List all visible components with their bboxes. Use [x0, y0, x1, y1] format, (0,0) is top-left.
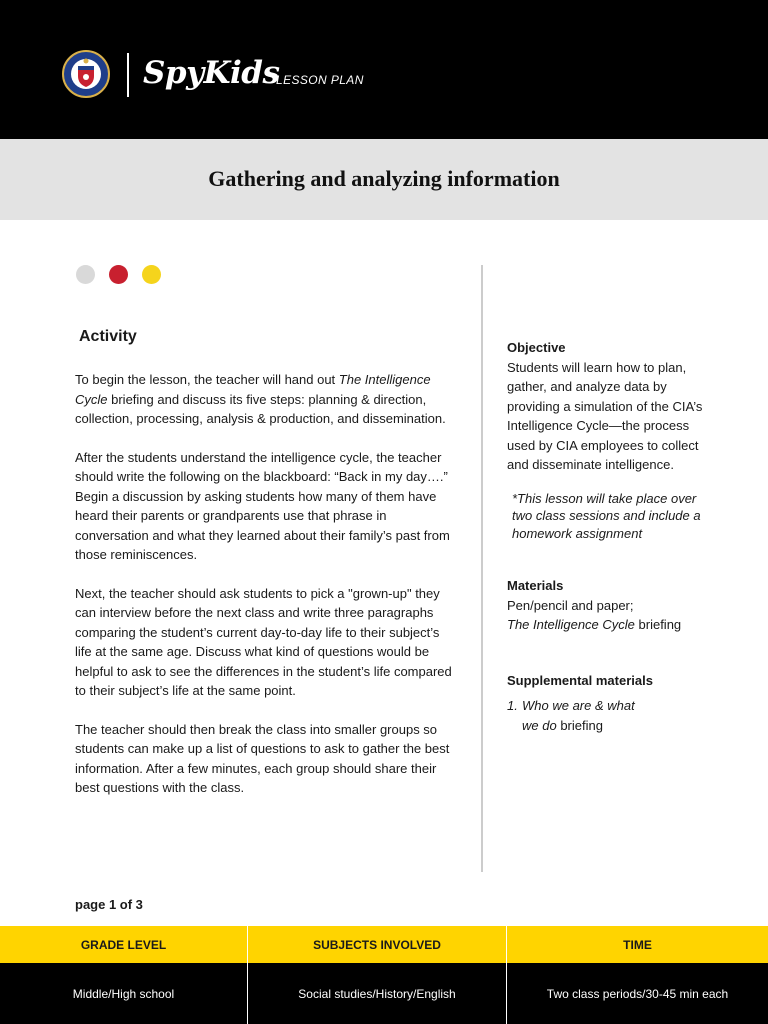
- grade-level-value: Middle/High school: [0, 963, 248, 1024]
- objective-text: Students will learn how to plan, gather, and analyze data by providing a simulation of the CIA’s Intelligence Cycle—the process used by CIA employees to collect and disseminate intelligence.: [507, 359, 703, 472]
- grade-level-header: GRADE LEVEL: [0, 926, 248, 963]
- cia-seal-icon: [62, 50, 110, 98]
- time-header: TIME: [623, 937, 652, 952]
- objective-note: *This lesson will take place over two class sessions and include a homework assignment: [512, 490, 701, 541]
- supplemental-heading: Supplemental materials: [507, 672, 653, 688]
- activity-paragraph-1: To begin the lesson, the teacher will hand out The Intelligence Cycle briefing and discuss its five steps: planning & direction, collection, processing, analysis & production, and dissemination.: [75, 372, 446, 426]
- subjects-header: SUBJECTS INVOLVED: [248, 926, 507, 963]
- decorative-dot-red: [109, 265, 128, 284]
- header-subtitle: LESSON PLAN: [276, 73, 364, 87]
- info-table-values: [0, 963, 768, 1024]
- sidebar: [507, 338, 712, 735]
- materials-line-2: The Intelligence Cycle briefing: [507, 617, 682, 632]
- column-divider: [481, 265, 483, 872]
- materials-line-1: Pen/pencil and paper;: [507, 597, 634, 613]
- time-value: Two class periods/30-45 min each: [546, 986, 729, 1001]
- decorative-dot-gray: [76, 265, 95, 284]
- activity-paragraph-2: After the students understand the intelligence cycle, the teacher should write the following on the blackboard: “Back in my day….” Begin a discussion by asking students how many of them have heard their parents or grandparents use that phrase in conversation and what they learned about their family’s past from those reminiscences.: [75, 449, 450, 562]
- brand-logo: SpyKids: [143, 55, 280, 91]
- activity-paragraph-3: Next, the teacher should ask students to pick a "grown-up" they can interview before the next class and write three paragraphs comparing the student’s current day-to-day life to their subject’s life at the same age. Discuss what kind of questions would be helpful to ask to see the differences in the student’s life compared to their subject’s life at the same point.: [75, 585, 452, 698]
- page-number: page 1 of 3: [75, 897, 143, 912]
- header-divider: [127, 53, 129, 97]
- info-table-header: [0, 926, 768, 963]
- materials-heading: Materials: [507, 578, 564, 593]
- activity-body: [75, 370, 455, 817]
- activity-paragraph-4: The teacher should then break the class into smaller groups so students can make up a list of questions to ask to gather the best information. After a few minutes, each group should share their best questions with the class.: [75, 721, 450, 795]
- supplemental-item-1: 1. Who we are & what we do briefing: [507, 698, 635, 733]
- page-header: [0, 0, 768, 139]
- page-title: Gathering and analyzing information: [208, 166, 560, 191]
- decorative-dot-yellow: [142, 265, 161, 284]
- subjects-value: Social studies/History/English: [248, 963, 507, 1024]
- activity-heading: Activity: [79, 328, 137, 345]
- objective-heading: Objective: [507, 340, 566, 355]
